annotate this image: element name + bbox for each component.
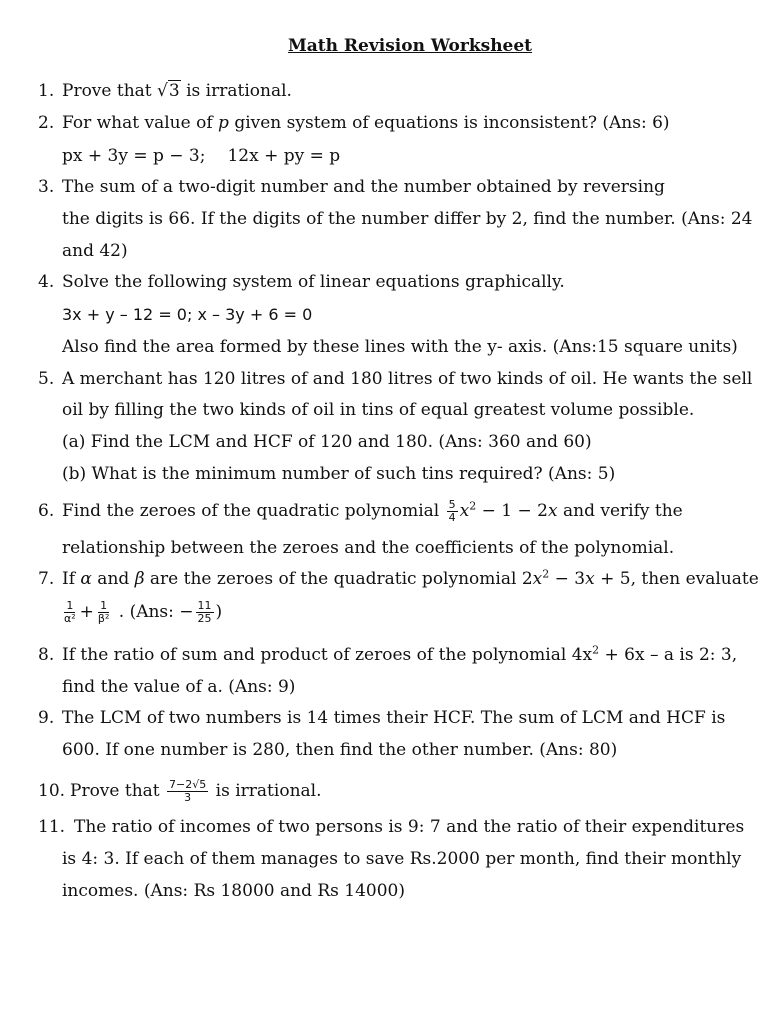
question-number: 9. bbox=[38, 708, 55, 728]
plus-sign: + bbox=[79, 602, 94, 622]
q7-poly-x: x bbox=[532, 569, 543, 589]
q7-poly-coef: 2 bbox=[521, 569, 533, 589]
q11-line-3: incomes. (Ans: Rs 18000 and Rs 14000) bbox=[62, 881, 405, 901]
q2-text-post: given system of equations is inconsistent? (Ans: 6) bbox=[228, 113, 670, 133]
q10-text-post: is irrational. bbox=[210, 781, 322, 801]
q9-line-1: The LCM of two numbers is 14 times their HCF. The sum of LCM and HCF is bbox=[62, 708, 726, 728]
q5-line-2: oil by filling the two kinds of oil in tins of equal greatest volume possible. bbox=[62, 400, 695, 420]
exponent: 2 bbox=[592, 643, 600, 657]
q5-line-1: A merchant has 120 litres of and 180 litres of two kinds of oil. He wants the sell bbox=[62, 369, 753, 389]
question-number: 8. bbox=[38, 645, 55, 665]
question-number: 3. bbox=[38, 177, 55, 197]
q10-text-pre: Prove that bbox=[70, 781, 166, 801]
question-11 bbox=[38, 816, 744, 838]
question-number: 5. bbox=[38, 369, 55, 389]
q7-text-end: + 5, then evaluate bbox=[594, 569, 759, 589]
question-number: 1. bbox=[38, 81, 55, 101]
alpha-symbol: α bbox=[80, 569, 92, 589]
exponent: 2 bbox=[542, 567, 550, 581]
q5-part-a: (a) Find the LCM and HCF of 120 and 180. (Ans: 360 and 60) bbox=[62, 432, 592, 452]
fraction: $\frac{1}{\text{α²}}$ bbox=[64, 599, 76, 625]
question-number: 6. bbox=[38, 501, 55, 521]
question-number: 2. bbox=[38, 113, 55, 133]
question-4 bbox=[38, 271, 565, 293]
fraction: $\frac{1}{\text{β²}}$ bbox=[97, 599, 110, 625]
q6-expr-rest: − 1 − 2 bbox=[476, 501, 548, 521]
q6-text-post: and verify the bbox=[557, 501, 683, 521]
fraction: $\frac{7-2√5}{3}$ bbox=[169, 778, 207, 804]
q3-line-3: and 42) bbox=[62, 241, 128, 261]
question-number: 10. bbox=[38, 781, 66, 801]
q8-text-pre: If the ratio of sum and product of zeroes of the polynomial 4x bbox=[62, 645, 593, 665]
question-1 bbox=[38, 80, 292, 102]
fraction: $\frac{11}{25}$ bbox=[197, 599, 212, 625]
question-number: 7. bbox=[38, 569, 55, 589]
q4-line-1: Solve the following system of linear equations graphically. bbox=[62, 272, 565, 292]
q2-equation-2: 12x + py = p bbox=[227, 146, 341, 166]
q2-variable: p bbox=[218, 113, 229, 133]
beta-symbol: β bbox=[134, 569, 145, 589]
q2-equation-1: px + 3y = p − 3; bbox=[62, 146, 206, 166]
q7-poly-x2: x bbox=[585, 569, 595, 589]
question-number: 11. bbox=[38, 817, 66, 837]
q11-line-1: The ratio of incomes of two persons is 9: 7 and the ratio of their expenditures bbox=[74, 817, 745, 837]
q6-line-2: relationship between the zeroes and the coefficients of the polynomial. bbox=[62, 538, 675, 558]
q6-var-x: x bbox=[459, 501, 470, 521]
q6-text-pre: Find the zeroes of the quadratic polynomial bbox=[62, 501, 445, 521]
q7-answer-pre: . (Ans: − bbox=[113, 602, 194, 622]
question-2 bbox=[38, 112, 670, 134]
q8-line-2: find the value of a. (Ans: 9) bbox=[62, 677, 296, 697]
question-10 bbox=[38, 779, 322, 804]
exponent: 2 bbox=[469, 499, 477, 513]
fraction: $\frac{5}{4}$ bbox=[448, 498, 456, 524]
q7-text-pre: If bbox=[62, 569, 81, 589]
q8-text-post: + 6x – a is 2: 3, bbox=[599, 645, 738, 665]
q7-text-mid: are the zeroes of the quadratic polynomial bbox=[144, 569, 522, 589]
q2-text-pre: For what value of bbox=[62, 113, 219, 133]
q7-answer-post: ) bbox=[215, 602, 223, 622]
question-7 bbox=[38, 568, 759, 590]
page-title: Math Revision Worksheet bbox=[287, 36, 533, 56]
q6-var-x2: x bbox=[547, 501, 558, 521]
q2-equations bbox=[62, 145, 340, 167]
question-3 bbox=[38, 176, 665, 198]
question-number: 4. bbox=[38, 272, 55, 292]
q3-line-1: The sum of a two-digit number and the number obtained by reversing bbox=[62, 177, 665, 197]
question-6 bbox=[38, 499, 683, 524]
q1-text-pre: Prove that bbox=[62, 81, 158, 101]
q5-part-b: (b) What is the minimum number of such tins required? (Ans: 5) bbox=[62, 464, 616, 484]
q7-and: and bbox=[91, 569, 135, 589]
q7-expression bbox=[60, 600, 222, 625]
q4-equations: 3x + y – 12 = 0; x – 3y + 6 = 0 bbox=[62, 305, 313, 324]
q4-line-3: Also find the area formed by these lines with the y- axis. (Ans:15 square units) bbox=[62, 337, 738, 357]
question-5 bbox=[38, 368, 752, 390]
question-8 bbox=[38, 644, 737, 666]
q3-line-2: the digits is 66. If the digits of the number differ by 2, find the number. (Ans: 24 bbox=[62, 209, 753, 229]
question-9 bbox=[38, 707, 725, 729]
q11-line-2: is 4: 3. If each of them manages to save Rs.2000 per month, find their monthly bbox=[62, 849, 742, 869]
sqrt-symbol: √3 bbox=[157, 81, 180, 101]
q1-text-post: is irrational. bbox=[180, 81, 292, 101]
q9-line-2: 600. If one number is 280, then find the other number. (Ans: 80) bbox=[62, 740, 618, 760]
q7-poly-rest: − 3 bbox=[549, 569, 586, 589]
